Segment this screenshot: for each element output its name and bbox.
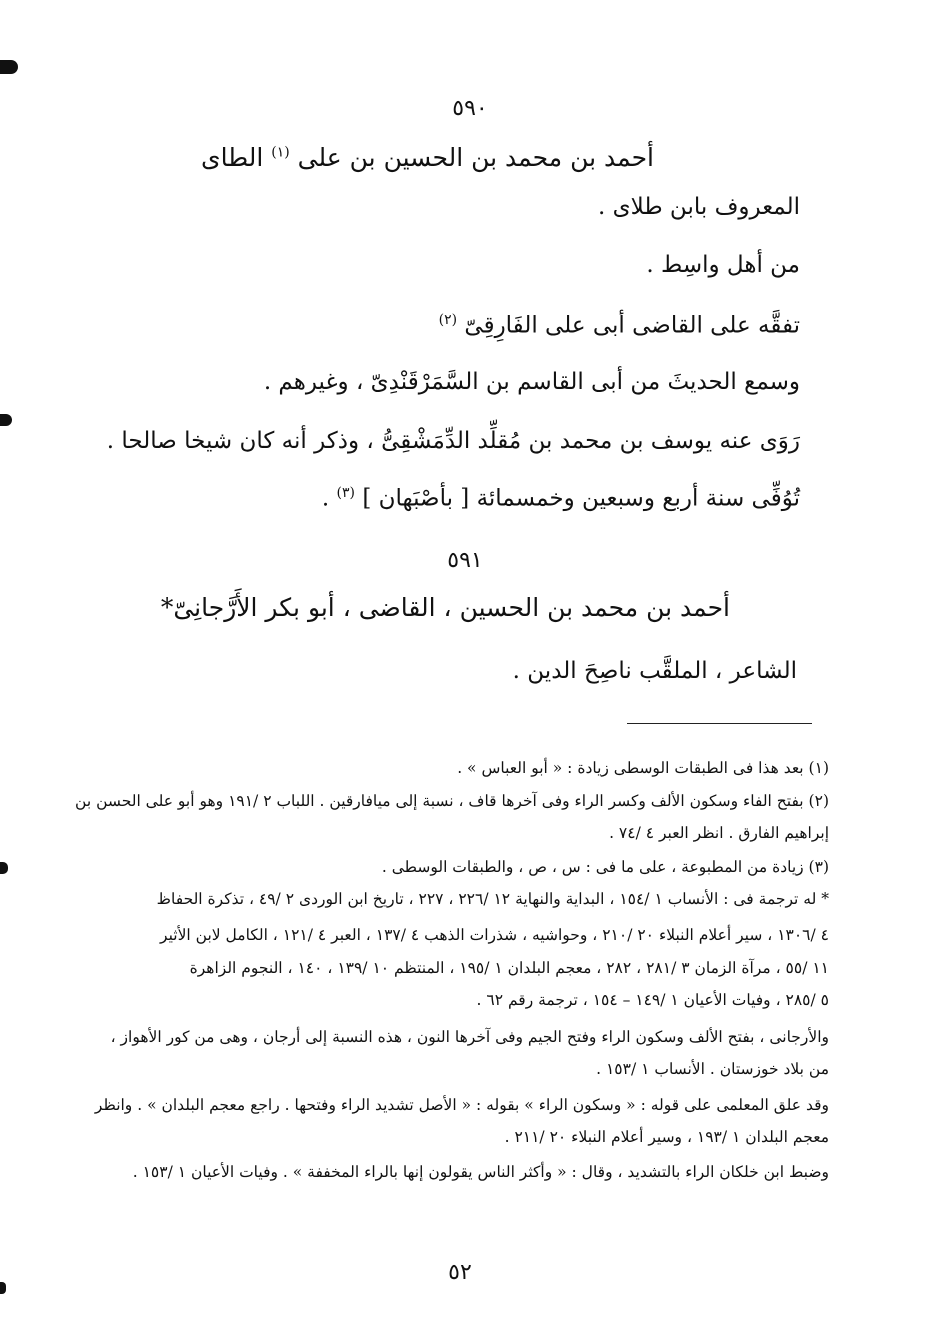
scan-mark — [0, 60, 18, 74]
entry-line: من أهل واسِط . — [646, 252, 800, 278]
footnote-line: وضبط ابن خلكان الراء بالتشديد ، وقال : « وأكثر الناس يقولون إنها بالراء المخففة » . وفيات الأعيان ١ /١٥٣ . — [132, 1163, 829, 1181]
entry-line: رَوَى عنه يوسف بن محمد بن مُقلِّد الدِّمَشْقِىُّ ، وذكر أنه كان شيخا صالحا . — [106, 428, 800, 454]
footnote-line: ١١ /٥٥ ، مرآة الزمان ٣ /٢٨١ ، ٢٨٢ ، معجم البلدان ١ /١٩٥ ، المنتظم ١٠ /١٣٩ ، ١٤٠ ، النجوم الزاهرة — [189, 959, 829, 977]
entry-line-text: تُوُفِّى سنة أربع وسبعين وخمسمائة [ بأصْبَهان ] — [362, 485, 800, 512]
entry-line: الشاعر ، الملقَّب ناصِحَ الدين . — [512, 658, 797, 684]
footnote-line: ٥ /٢٨٥ ، وفيات الأعيان ١ /١٤٩ – ١٥٤ ، ترجمة رقم ٦٢ . — [476, 991, 829, 1009]
footnote-line: * له ترجمة فى : الأنساب ١ /١٥٤ ، البداية والنهاية ١٢ /٢٢٦ ، ٢٢٧ ، تاريخ ابن الوردى ٢ /٤٩ ، تذكرة الحفاظ — [156, 890, 829, 908]
scan-mark — [0, 1282, 6, 1294]
entry-line-end: . — [321, 485, 330, 512]
entry-line: المعروف بابن طلاى . — [597, 194, 800, 220]
entry-heading: أحمد بن محمد بن الحسين ، القاضى ، أبو بكر الأَرَّجانِىّ* — [160, 593, 730, 622]
footnote-ref: (٢) — [438, 312, 458, 328]
scan-mark — [0, 862, 8, 874]
footnote-line: والأرجانى ، بفتح الألف وسكون الراء وفتح الجيم وفى آخرها النون ، هذه النسبة إلى أرجان ، وهى من كور الأهواز ، — [110, 1028, 829, 1046]
footnote-line: ٤ /١٣٠٦ ، سير أعلام النبلاء ٢٠ /٢١٠ ، وحواشيه ، شذرات الذهب ٤ /١٣٧ ، العبر ٤ /١٢١ ، الكامل لابن الأثير — [160, 926, 829, 944]
footnote-line: إبراهيم الفارق . انظر العبر ٤ /٧٤ . — [609, 824, 829, 842]
entry-heading — [201, 145, 654, 170]
entry-line — [439, 313, 800, 338]
scan-mark — [0, 414, 12, 426]
footnote-line: وقد علق المعلمى على قوله : « وسكون الراء » بقوله : « الأصل تشديد الراء وفتحها . راجع معجم البلدان » . وانظر — [94, 1096, 829, 1114]
entry-line: وسمع الحديثَ من أبى القاسم بن السَّمَرْقَنْدِىّ ، وغيرهم . — [263, 369, 800, 395]
entry-number: ٥٩١ — [447, 548, 483, 573]
entry-line-text: تفقَّه على القاضى أبى على الفَارِقِىّ — [464, 312, 800, 339]
entry-heading-text: أحمد بن محمد بن الحسين بن على — [297, 143, 654, 172]
footnote-ref: (٣) — [336, 485, 355, 501]
page-number: ٥٢ — [448, 1260, 472, 1285]
footnote-separator — [627, 723, 812, 724]
footnote-line: معجم البلدان ١ /١٩٣ ، وسير أعلام النبلاء ٢٠ /٢١١ . — [504, 1128, 829, 1146]
footnote-line: (١) بعد هذا فى الطبقات الوسطى زيادة : « أبو العباس » . — [457, 759, 829, 777]
footnote-ref: (١) — [271, 144, 290, 161]
entry-line — [322, 486, 800, 511]
entry-heading-end: الطاى — [201, 143, 264, 172]
footnote-line: (٢) بفتح الفاء وسكون الألف وكسر الراء وفى آخرها قاف ، نسبة إلى ميافارقين . اللباب ٢ /١٩١ وهو أبو على الحسن بن — [75, 792, 829, 810]
footnote-line: من بلاد خوزستان . الأنساب ١ /١٥٣ . — [596, 1060, 829, 1078]
entry-number: ٥٩٠ — [452, 96, 488, 121]
footnote-line: (٣) زيادة من المطبوعة ، على ما فى : س ، ص ، والطبقات الوسطى . — [381, 858, 829, 876]
